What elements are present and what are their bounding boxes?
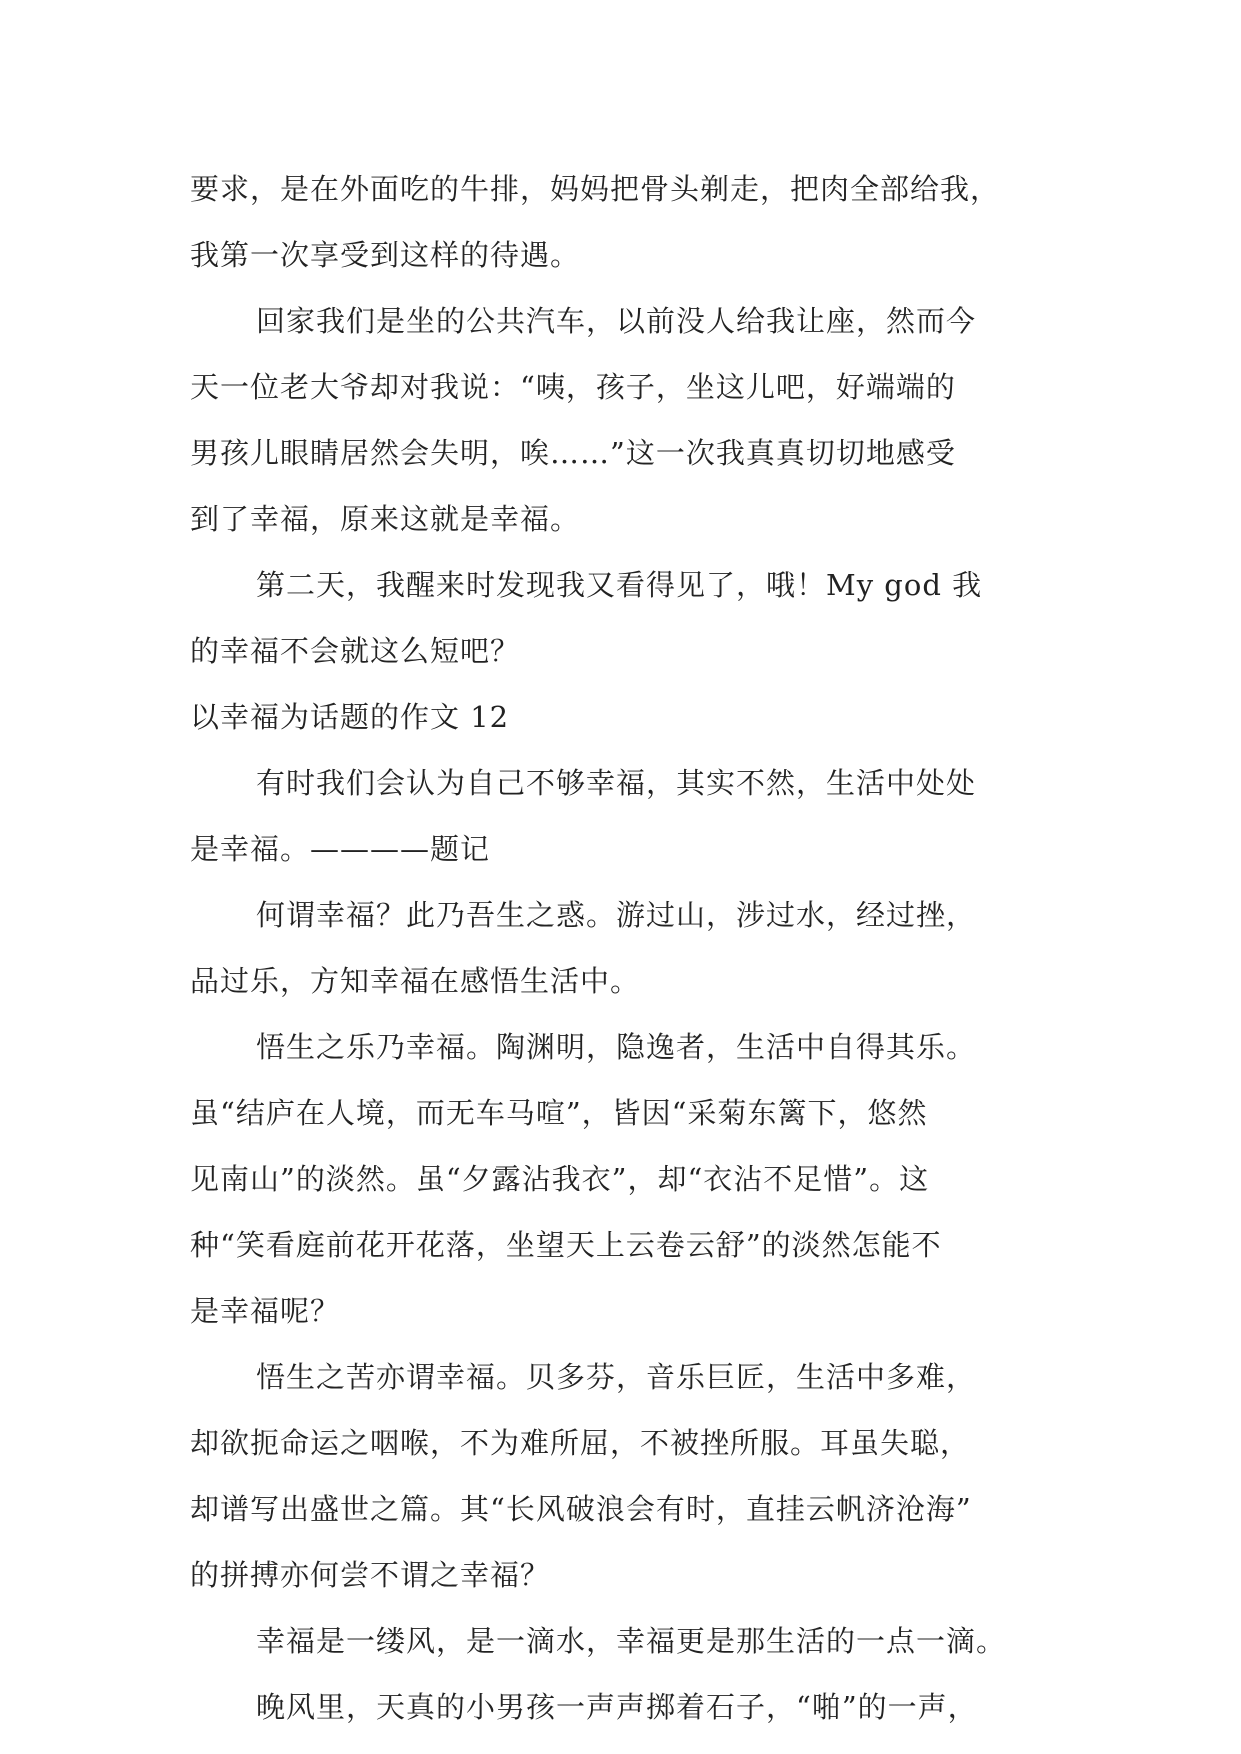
- text-line: 虽“结庐在人境，而无车马喧”，皆因“采菊东篱下，悠然: [190, 1096, 928, 1130]
- paragraph-start-line: 悟生之苦亦谓幸福。贝多芬，音乐巨匠，生活中多难，: [256, 1360, 977, 1394]
- paragraph-start-line: 有时我们会认为自己不够幸福，其实不然，生活中处处: [256, 766, 977, 800]
- text-line: 的幸福不会就这么短吧？: [190, 634, 521, 668]
- text-line: 男孩儿眼睛居然会失明，唉……”这一次我真真切切地感受: [190, 436, 956, 470]
- text-line: 种“笑看庭前花开花落，坐望天上云卷云舒”的淡然怎能不: [190, 1228, 942, 1262]
- text-line: 我第一次享受到这样的待遇。: [190, 238, 581, 272]
- paragraph-start-line: 悟生之乐乃幸福。陶渊明，隐逸者，生活中自得其乐。: [256, 1030, 977, 1064]
- paragraph-start-line: 第二天，我醒来时发现我又看得见了，哦！My god 我: [256, 568, 983, 602]
- text-line: 要求，是在外面吃的牛排，妈妈把骨头剃走，把肉全部给我，: [190, 172, 1001, 206]
- text-line: 品过乐，方知幸福在感悟生活中。: [190, 964, 641, 998]
- text-line: 却欲扼命运之咽喉，不为难所屈，不被挫所服。耳虽失聪，: [190, 1426, 971, 1460]
- text-line: 到了幸福，原来这就是幸福。: [190, 502, 581, 536]
- text-line: 却谱写出盛世之篇。其“长风破浪会有时，直挂云帆济沧海”: [190, 1492, 972, 1526]
- paragraph-start-line: 幸福是一缕风，是一滴水，幸福更是那生活的一点一滴。: [256, 1624, 1007, 1658]
- text-line: 见南山”的淡然。虽“夕露沾我衣”，却“衣沾不足惜”。这: [190, 1162, 930, 1196]
- text-line: 的拼搏亦何尝不谓之幸福？: [190, 1558, 551, 1592]
- paragraph-start-line: 何谓幸福？此乃吾生之惑。游过山，涉过水，经过挫，: [256, 898, 977, 932]
- text-line: 是幸福呢？: [190, 1294, 341, 1328]
- text-line: 天一位老大爷却对我说：“咦，孩子，坐这儿吧，好端端的: [190, 370, 956, 404]
- essay-text: [190, 156, 1050, 1740]
- paragraph-start-line: 晚风里，天真的小男孩一声声掷着石子，“啪”的一声，: [256, 1690, 978, 1724]
- paragraph-start-line: 回家我们是坐的公共汽车，以前没人给我让座，然而今: [256, 304, 977, 338]
- text-line: 是幸福。————题记: [190, 832, 491, 866]
- section-title: 以幸福为话题的作文 12: [190, 700, 510, 734]
